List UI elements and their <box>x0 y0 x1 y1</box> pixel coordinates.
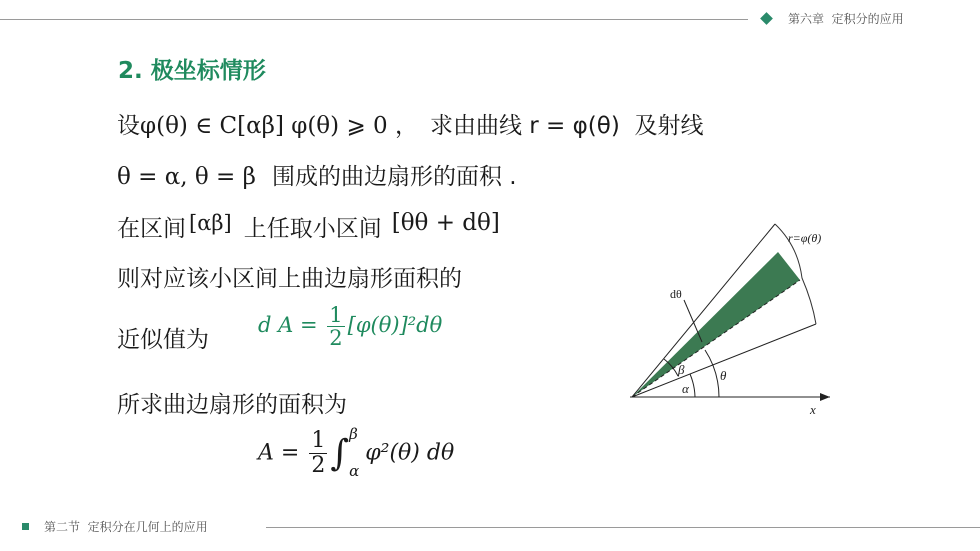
lower-limit: α <box>349 462 360 480</box>
sector-text: 围成的曲边扇形的面积 . <box>271 164 517 190</box>
chapter-title: 第六章 定积分的应用 <box>788 12 904 26</box>
label-curve: r=φ(θ) <box>788 231 822 245</box>
interval-label: 在区间 <box>117 216 186 242</box>
interval-ab: [αβ] <box>189 211 232 235</box>
arc-theta <box>705 350 719 397</box>
frac2-num: 1 <box>311 428 326 454</box>
frac-num: 1 <box>329 303 343 327</box>
label-x: x <box>810 402 816 417</box>
formula-A-lhs: A = <box>258 440 300 466</box>
frac2-den: 2 <box>311 452 326 478</box>
label-alpha: α <box>682 381 689 396</box>
text-line-5 <box>117 321 209 354</box>
d-theta-leader <box>684 300 702 342</box>
label-beta: β <box>678 362 685 377</box>
text-line-4: 则对应该小区间上曲边扇形面积的 <box>117 266 462 292</box>
arc-alpha <box>690 374 695 397</box>
label-theta: θ <box>720 368 727 383</box>
integral-sign: ∫ <box>330 432 350 474</box>
ray-text: θ = α, θ = β <box>117 164 256 190</box>
formula-dA <box>258 304 442 349</box>
section-title: 2. 极坐标情形 <box>118 58 266 84</box>
x-axis-arrow <box>820 393 830 401</box>
formula-A-frac <box>309 429 327 476</box>
text-line-3 <box>117 210 500 243</box>
approx-label: 近似值为 <box>117 327 209 353</box>
condition-text: 设φ(θ) ∈ C[αβ] φ(θ) ⩾ 0 ， <box>117 113 418 139</box>
ray-alpha <box>632 324 816 397</box>
integral-bounds <box>349 427 359 479</box>
diamond-icon <box>760 12 773 25</box>
footer-line <box>266 527 980 528</box>
integrand: φ²(θ) dθ <box>365 440 455 466</box>
text-line-2 <box>117 158 517 191</box>
subinterval: [θθ + dθ] <box>391 210 500 236</box>
label-d-theta: dθ <box>670 287 682 301</box>
text-line-6: 所求曲边扇形的面积为 <box>117 392 347 418</box>
footer-title: 第二节 定积分在几何上的应用 <box>44 520 208 534</box>
upper-limit: β <box>349 425 358 443</box>
header-line <box>0 19 748 20</box>
curve-text: 求由曲线 r = φ(θ) 及射线 <box>429 113 704 139</box>
formula-A <box>258 427 454 479</box>
subinterval-label: 上任取小区间 <box>243 216 382 242</box>
frac-den: 2 <box>329 326 343 351</box>
polar-sector-figure <box>620 216 850 426</box>
formula-dA-rhs: [φ(θ)]²dθ <box>347 313 443 338</box>
formula-dA-frac <box>327 304 344 349</box>
square-icon <box>22 523 29 530</box>
text-line-1 <box>117 107 703 140</box>
formula-dA-lhs: d A = <box>258 313 318 338</box>
